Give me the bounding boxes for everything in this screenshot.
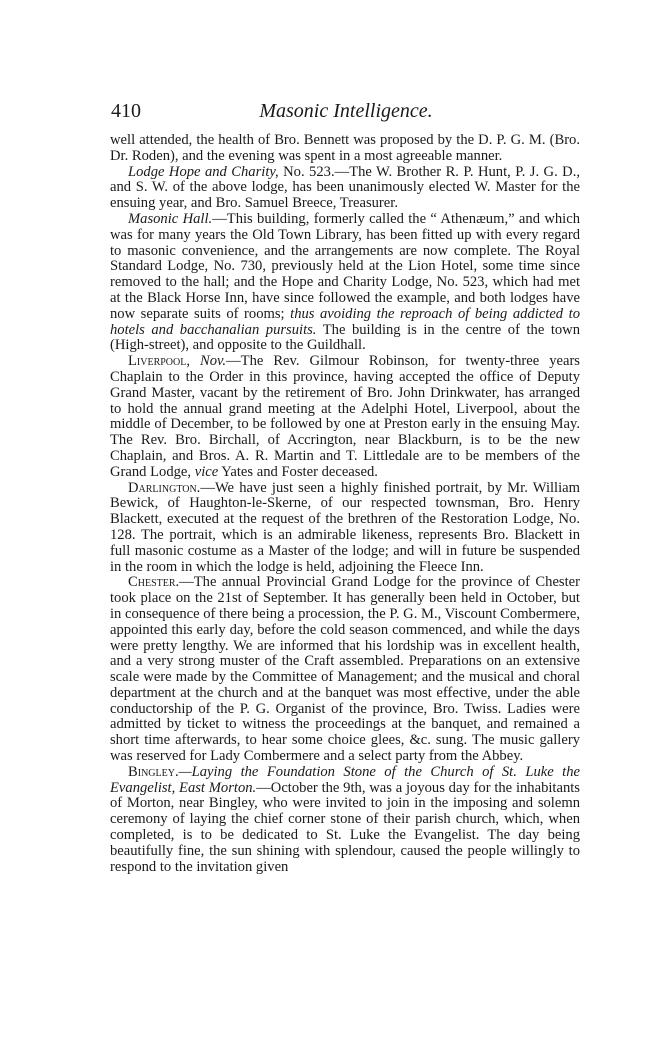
paragraph-masonic-hall [110,212,580,354]
paragraph-chester [110,575,580,765]
paragraph-liverpool [110,354,580,480]
paragraph-text: —We have just seen a highly finished portrait, by Mr. William Bewick, of Haughton-le-Skerne, of our respected townsman, Bro. Henry Blackett, executed at the request of the brethren of the Restoration Lodge, No. 128. The portrait, which is an admirable likeness, represents Bro. Blackett in full masonic costume as a Master of the lodge; and will in future be suspended in the room in which the lodge is held, adjoining the Fleece Inn. [110,479,580,575]
page-header [111,100,581,126]
article-body [110,133,580,875]
paragraph-bingley [110,765,580,876]
paragraph-text: —The annual Provincial Grand Lodge for the province of Chester took place on the 21st of September. It has generally been held in October, but in consequence of there being a procession, the P. G. M., Viscount Combermere, appointed this early day, before the cold season commenced, and while the days were pretty lengthy. We are informed that his lordship was in excellent health, and a very strong muster of the Craft assembled. Preparations on an extensive scale were made by the Committee of Management; and the musical and choral department at the church and at the banquet was most effective, under the able conductorship of the P. G. Organist of the province, Bro. Twiss. Ladies were admitted by ticket to witness the proceedings at the banquet, and remained a short time afterwards, to hear some choice glees, &c. sung. The music gallery was reserved for Lady Combermere and a select party from the Abbey. [110,574,580,765]
paragraph-place: Chester. [128,574,180,591]
paragraph-place: Bingley. [128,763,179,780]
paragraph-emphasis: thus avoiding the reproach of being addicted to hotels and bacchanalian pursuits. [110,305,580,338]
paragraph-subtitle: —Laying the Foundation Stone of the Church of St. Luke the Evangelist, East Morton. [110,763,580,796]
paragraph-tail: The building is in the centre of the town (High-street), and opposite to the Guildhall. [110,321,581,354]
paragraph-lead: Lodge Hope and Charity, [128,163,279,180]
paragraph-text: —The Rev. Gilmour Robinson, for twenty-three years Chaplain to the Order in this province, having accepted the office of Deputy Grand Master, vacant by the retirement of Bro. John Drinkwater, has arranged to hold the annual grand meeting at the Adelphi Hotel, Liverpool, about the middle of December, to be followed by one at Preston early in the ensuing May. The Rev. Bro. Birchall, of Accrington, near Blackburn, is to be the new Chaplain, and Bros. A. R. Martin and T. Littledale are to be members of the Grand Lodge, [110,353,580,480]
paragraph-tail: Yates and Foster deceased. [218,463,378,480]
paragraph-text: No. 523.—The W. Brother R. P. Hunt, P. J. G. D., and S. W. of the above lodge, has been unanimously elected W. Master for the ensuing year, and Bro. Samuel Breece, Treasurer. [110,163,580,212]
paragraph-lodge-hope-and-charity [110,165,580,212]
paragraph-continuation: well attended, the health of Bro. Bennett was proposed by the D. P. G. M. (Bro. Dr. Roden), and the evening was spent in a most agreeable manner. [110,132,580,164]
paragraph-vice: vice [191,463,219,480]
paragraph-darlington [110,481,580,576]
paragraph-text: —October the 9th, was a joyous day for the inhabitants of Morton, near Bingley, who were invited to join in the imposing and solemn ceremony of laying the chief corner stone of their parish church, which, when completed, is to be dedicated to St. Luke the Evangelist. The day being beautifully fine, the sun shining with splendour, caused the people willingly to respond to the invitation given [110,779,580,875]
paragraph-place: Darlington. [128,479,201,496]
page-number: 410 [111,100,141,122]
paragraph-date: Nov. [190,353,227,370]
paragraph-lead: Masonic Hall. [128,210,213,227]
running-title: Masonic Intelligence. [259,100,433,122]
paragraph-place: Liverpool, [128,353,191,370]
paragraph-text: —This building, formerly called the “ Athenæum,” and which was for many years the Old Town Library, has been fitted up with every regard to masonic convenience, and the arrangements are now complete. The Royal Standard Lodge, No. 730, previously held at the Lion Hotel, some time since removed to the hall; and the Hope and Charity Lodge, No. 523, which had met at the Black Horse Inn, have since followed the example, and both lodges have now separate suits of rooms; [110,210,580,322]
